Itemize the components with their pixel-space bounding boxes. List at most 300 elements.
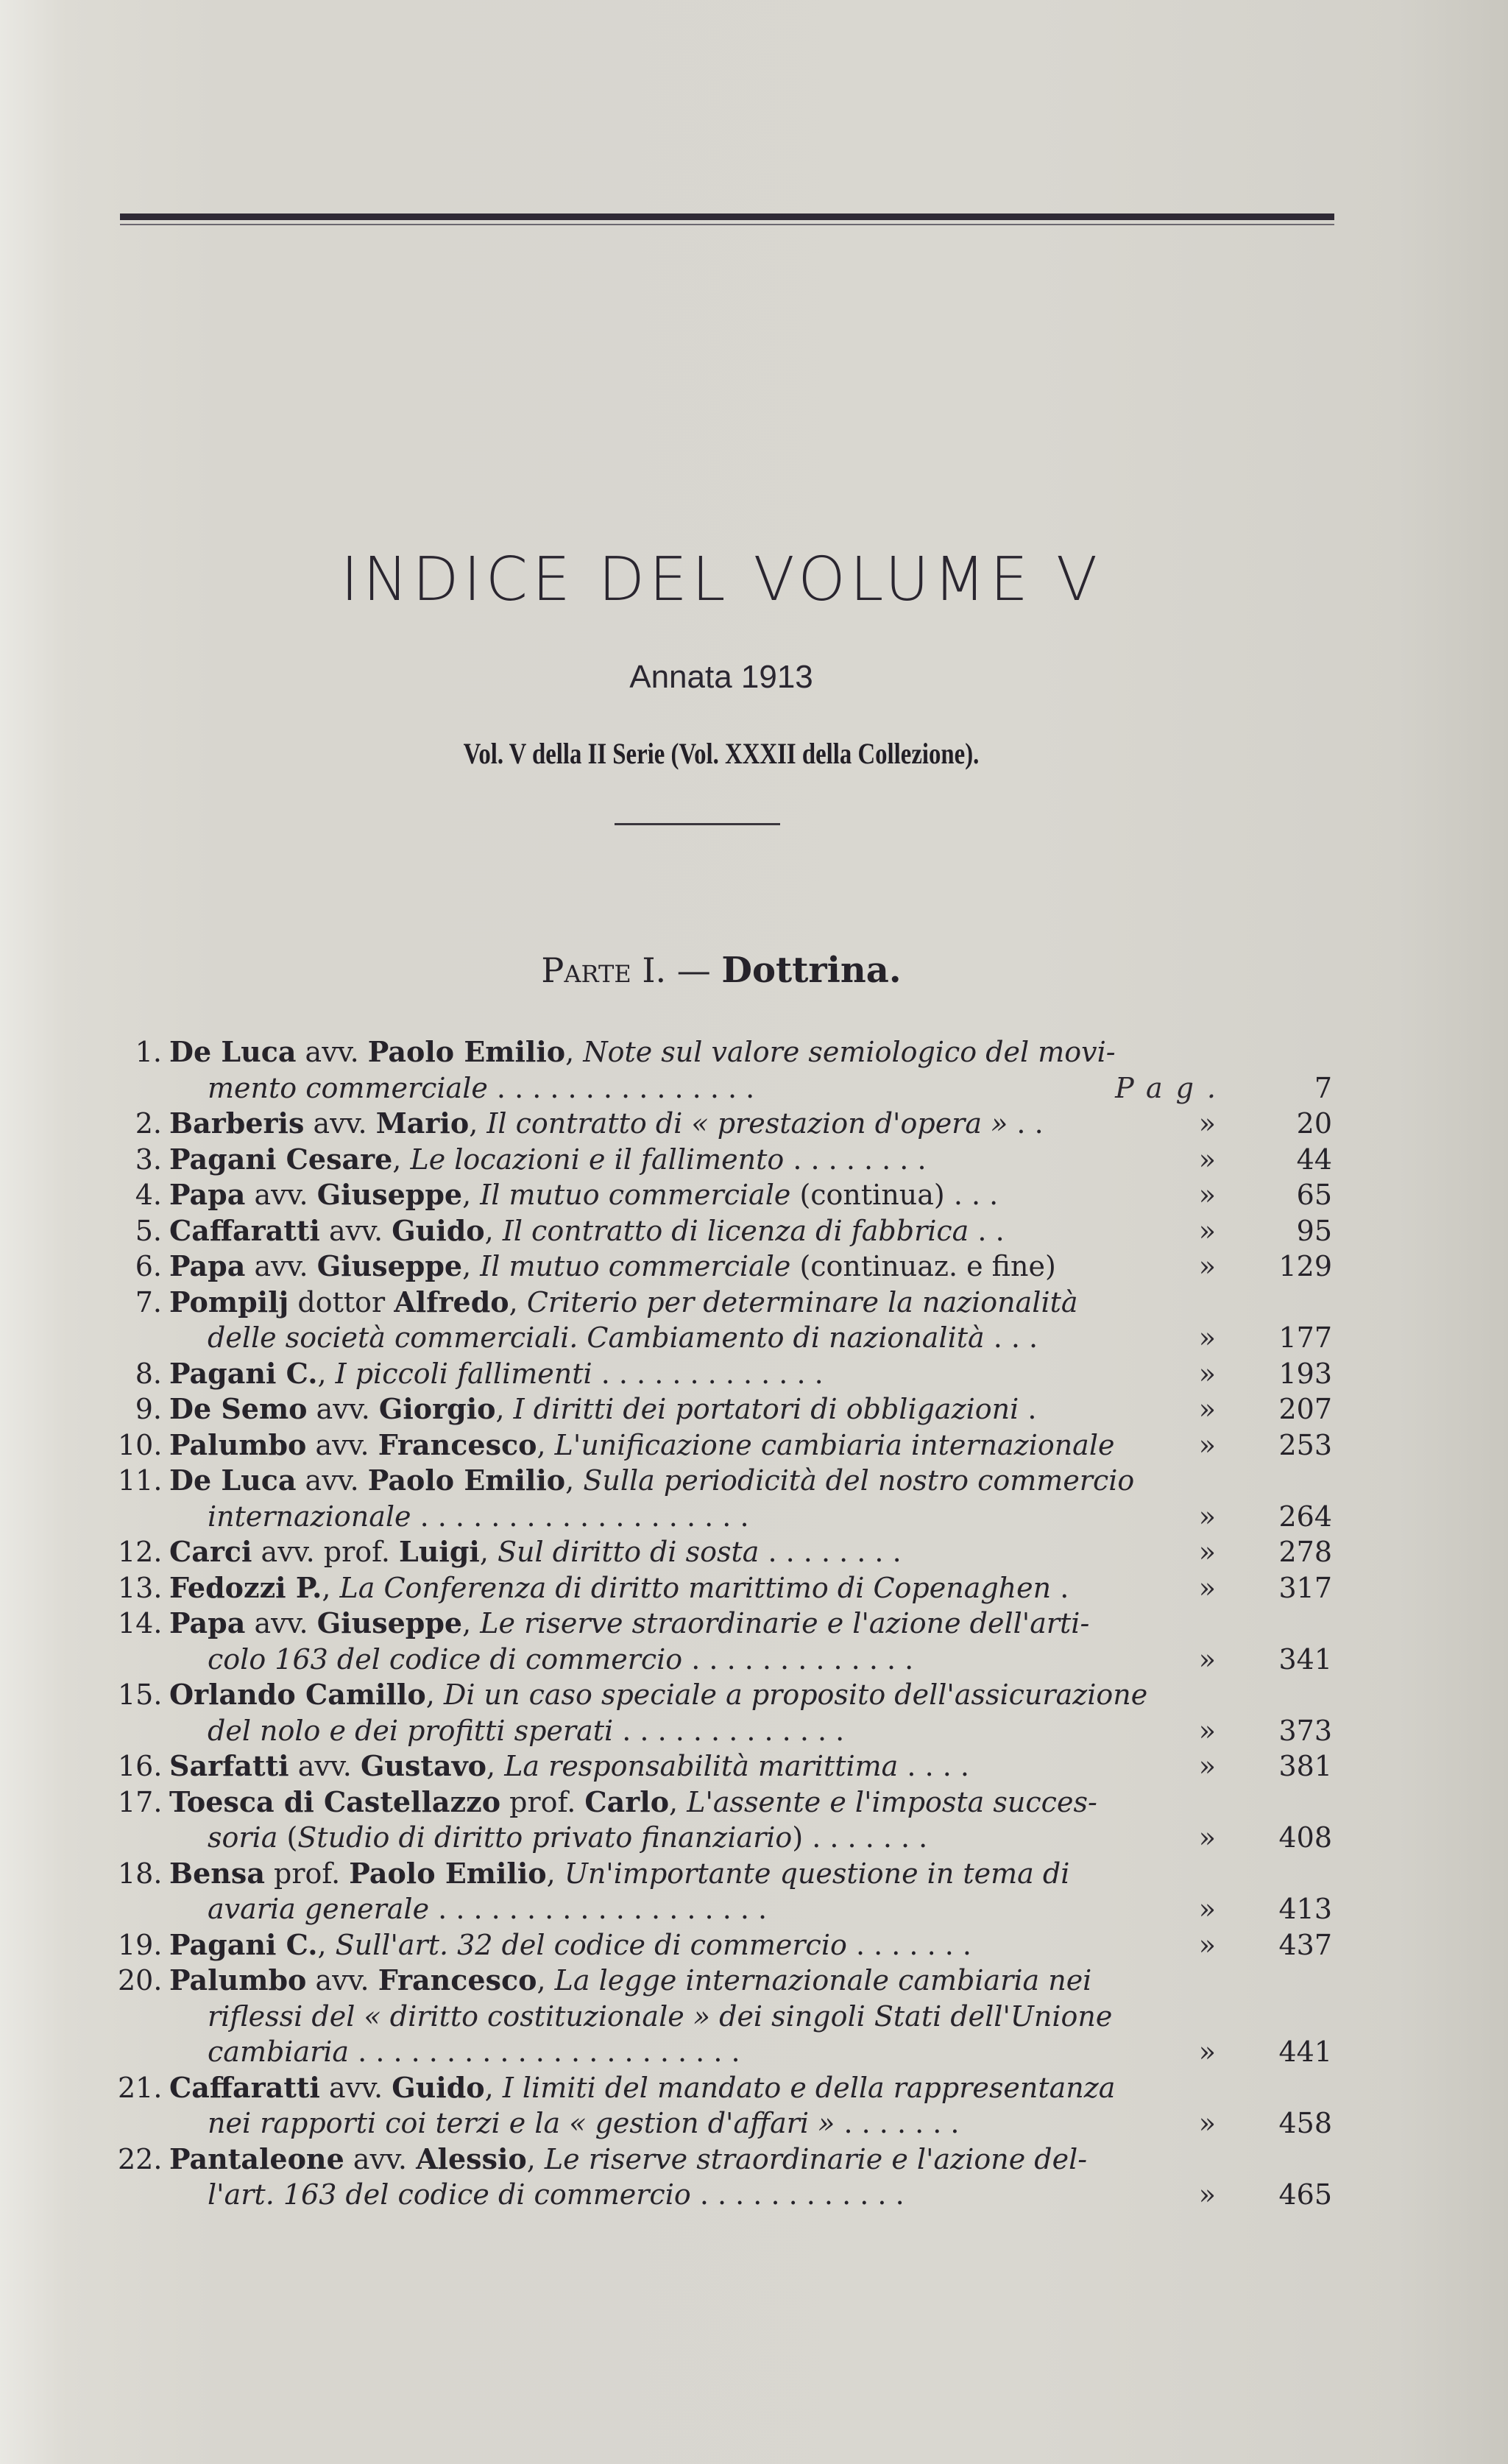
author-surname: Sarfatti <box>169 1749 289 1782</box>
entry-number: 14. <box>118 1607 163 1639</box>
separator: , <box>322 1571 340 1604</box>
author-surname: Caffaratti <box>169 1213 320 1247</box>
entry-text <box>208 1499 1229 1535</box>
author-surname: Pagani Cesare <box>169 1142 393 1176</box>
separator: , <box>546 1857 564 1890</box>
author-title: avv. prof. <box>252 1536 400 1568</box>
article-title: Sul diritto di sosta <box>498 1536 760 1568</box>
entry-number: 5. <box>135 1214 162 1247</box>
entry-number: 4. <box>135 1179 162 1211</box>
author-surname: Bensa <box>169 1856 265 1890</box>
entry-text <box>169 1748 1229 1785</box>
entry-text <box>169 2142 1229 2178</box>
separator: , <box>469 1107 487 1140</box>
entry-number: 12. <box>118 1536 163 1568</box>
page-marker: » <box>1198 1893 1229 1925</box>
author-given-name: Francesco <box>378 1427 537 1461</box>
toc-entry <box>118 1606 1332 1677</box>
dot-leader: . . . . . . . . . . . . . <box>613 1714 845 1747</box>
author-surname: Fedozzi P. <box>169 1570 322 1604</box>
separator: , <box>526 2142 545 2175</box>
dot-leader: . . . . . . . <box>803 1821 928 1854</box>
article-title: l'art. 163 del codice di commercio <box>208 2178 691 2211</box>
entry-text <box>208 1320 1229 1356</box>
entry-text <box>169 1463 1229 1499</box>
article-title: riflessi del « diritto costituzionale » dei singoli Stati dell'Unione <box>208 1999 1113 2033</box>
page-number: 20 <box>1296 1107 1332 1140</box>
author-title: avv. <box>306 1964 378 1997</box>
dot-leader: . <box>1051 1571 1069 1604</box>
entry-text <box>208 1999 1229 2035</box>
entry-number: 2. <box>135 1107 162 1140</box>
article-title: Studio di diritto privato finanziario <box>297 1821 793 1854</box>
toc-entry <box>118 1213 1332 1249</box>
toc-entry-line <box>118 1463 1332 1499</box>
entry-number: 20. <box>118 1964 163 1997</box>
toc-entry <box>118 1534 1332 1570</box>
page-number: 253 <box>1278 1428 1332 1461</box>
article-title: Il mutuo commerciale <box>480 1250 791 1282</box>
page-number: 341 <box>1278 1642 1332 1676</box>
entry-number: 7. <box>135 1285 162 1319</box>
author-surname: Barberis <box>169 1106 305 1140</box>
toc-entry <box>118 1106 1332 1142</box>
toc-entry-line <box>118 1499 1332 1535</box>
article-title: internazionale <box>208 1500 411 1533</box>
author-title: avv. <box>296 1464 368 1497</box>
entry-text <box>169 1213 1229 1249</box>
toc-entry-line <box>118 1713 1332 1749</box>
entry-text <box>208 1713 1229 1749</box>
entry-text <box>169 1142 1229 1178</box>
author-given-name: Guido <box>392 1213 485 1247</box>
page-marker: » <box>1198 1821 1229 1854</box>
section-part: Parte I. <box>541 950 667 990</box>
article-note: (continua) <box>790 1179 945 1211</box>
author-title: dottor <box>288 1285 394 1319</box>
page-title: INDICE DEL VOLUME V <box>340 545 1102 615</box>
series-subtitle: Vol. V della II Serie (Vol. XXXII della Collezione). <box>463 737 980 770</box>
page-number: 44 <box>1296 1143 1332 1176</box>
toc-entry-line <box>118 1391 1332 1427</box>
page-marker: » <box>1198 1179 1229 1211</box>
table-of-contents <box>118 1034 1332 2213</box>
toc-entry <box>118 1285 1332 1356</box>
toc-entry <box>118 1856 1332 1927</box>
article-title: Le locazioni e il fallimento <box>410 1143 785 1176</box>
article-note: (continuaz. e fine) <box>790 1250 1056 1282</box>
toc-entry-line <box>118 1285 1332 1321</box>
header-rule <box>120 213 1334 220</box>
author-given-name: Alessio <box>416 2142 527 2175</box>
author-given-name: Francesco <box>378 1963 537 1997</box>
page-marker: » <box>1198 2178 1229 2211</box>
entry-number: 8. <box>135 1357 162 1390</box>
article-title: Le riserve straordinarie e l'azione del- <box>544 2142 1088 2175</box>
author-surname: Carci <box>169 1535 252 1568</box>
page-marker: » <box>1198 1714 1229 1747</box>
page-marker: » <box>1198 1928 1229 1961</box>
toc-entry-line <box>118 1213 1332 1249</box>
toc-entry <box>118 1570 1332 1606</box>
entry-number: 3. <box>135 1143 162 1176</box>
author-given-name: Alfredo <box>394 1285 509 1319</box>
author-surname: Toesca di Castellazzo <box>169 1785 501 1818</box>
toc-entry-line <box>118 1249 1332 1285</box>
article-title: Di un caso speciale a proposito dell'assicurazione <box>443 1678 1148 1711</box>
author-surname: Papa <box>169 1178 246 1211</box>
entry-text <box>208 2034 1229 2070</box>
page-marker: Pag. <box>1115 1071 1229 1104</box>
page-number: 193 <box>1278 1357 1332 1390</box>
divider-rule <box>615 823 780 825</box>
page-marker: » <box>1198 1536 1229 1568</box>
separator: , <box>495 1393 514 1425</box>
entry-number: 13. <box>118 1571 163 1604</box>
article-title: Le riserve straordinarie e l'azione dell'arti- <box>480 1607 1090 1639</box>
entry-text <box>169 1177 1229 1213</box>
entry-number: 11. <box>118 1464 163 1497</box>
toc-entry-line <box>118 1606 1332 1642</box>
entry-text <box>208 1642 1229 1678</box>
dot-leader: . . . <box>944 1179 999 1211</box>
toc-entry <box>118 1748 1332 1785</box>
article-title: Il contratto di licenza di fabbrica <box>502 1214 969 1247</box>
entry-text <box>169 2070 1229 2106</box>
toc-entry-line <box>118 2142 1332 2178</box>
toc-entry-line <box>118 1106 1332 1142</box>
entry-text <box>169 1677 1229 1713</box>
header-rule-thin <box>120 224 1334 225</box>
page-number: 129 <box>1278 1250 1332 1282</box>
page-number: 381 <box>1278 1750 1332 1782</box>
toc-entry-line <box>118 1570 1332 1606</box>
entry-text <box>169 1391 1229 1427</box>
section-heading <box>0 950 1442 991</box>
entry-text <box>208 1820 1229 1856</box>
separator: , <box>462 1607 481 1639</box>
section-topic: Dottrina. <box>721 950 902 991</box>
dot-leader: . . <box>969 1214 1005 1247</box>
page-marker: » <box>1198 1357 1229 1390</box>
toc-entry-line <box>118 1427 1332 1464</box>
separator: , <box>537 1428 555 1461</box>
entry-text <box>208 1891 1229 1927</box>
entry-number: 6. <box>135 1250 162 1282</box>
article-title: I piccoli fallimenti <box>335 1357 592 1390</box>
entry-number: 19. <box>118 1928 163 1961</box>
dot-leader: . . . . <box>898 1750 969 1782</box>
page-marker: » <box>1198 2036 1229 2068</box>
page-number: 413 <box>1278 1893 1332 1925</box>
article-title: del nolo e dei profitti sperati <box>208 1714 614 1747</box>
article-title: Note sul valore semiologico del movi- <box>583 1036 1116 1068</box>
page-marker: » <box>1198 1500 1229 1533</box>
dot-leader: . <box>1019 1393 1037 1425</box>
author-surname: Pantaleone <box>169 2142 344 2175</box>
page-number: 441 <box>1278 2036 1332 2068</box>
entry-text <box>169 1927 1229 1963</box>
toc-entry <box>118 1142 1332 1178</box>
toc-entry-line <box>118 1534 1332 1570</box>
dot-leader: . . . . . . . . . . . . <box>690 2178 905 2211</box>
page-marker: » <box>1198 1321 1229 1354</box>
toc-entry <box>118 1463 1332 1534</box>
separator: , <box>565 1464 584 1497</box>
dot-leader: . . . . . . . . <box>784 1143 927 1176</box>
toc-entry-line <box>118 1356 1332 1392</box>
article-title: cambiaria <box>208 2036 350 2068</box>
dot-leader: . . <box>1008 1107 1044 1140</box>
page-marker: » <box>1198 1214 1229 1247</box>
author-given-name: Carlo <box>584 1785 670 1818</box>
article-title: Sull'art. 32 del codice di commercio <box>335 1928 847 1961</box>
author-given-name: Mario <box>375 1106 470 1140</box>
entry-text <box>169 1427 1229 1464</box>
author-given-name: Giuseppe <box>316 1249 463 1282</box>
page-number: 373 <box>1278 1714 1332 1747</box>
dot-leader: . . . . . . . . . . . . . . . <box>487 1071 755 1104</box>
toc-entry-line <box>118 1748 1332 1785</box>
page-number: 408 <box>1278 1821 1332 1854</box>
author-surname: De Luca <box>169 1035 297 1068</box>
entry-number: 22. <box>118 2142 163 2175</box>
author-title: avv. <box>307 1393 379 1425</box>
author-surname: De Luca <box>169 1464 297 1497</box>
separator: , <box>484 1214 503 1247</box>
article-title: Il mutuo commerciale <box>480 1179 791 1211</box>
page-number: 207 <box>1278 1393 1332 1425</box>
toc-entry-line <box>118 1320 1332 1356</box>
author-given-name: Gustavo <box>360 1749 487 1782</box>
author-given-name: Giorgio <box>378 1392 496 1425</box>
author-title: avv. <box>245 1607 317 1639</box>
separator: , <box>484 2071 503 2104</box>
toc-entry-line <box>118 2105 1332 2142</box>
author-surname: Papa <box>169 1606 246 1639</box>
entry-number: 9. <box>135 1393 162 1425</box>
page-number: 278 <box>1278 1536 1332 1568</box>
dot-leader: . . . <box>984 1321 1038 1354</box>
entry-number: 21. <box>118 2071 163 2104</box>
toc-entry-line <box>118 1034 1332 1070</box>
article-title: Criterio per determinare la nazionalità <box>526 1285 1078 1319</box>
page-number: 7 <box>1314 1071 1332 1104</box>
author-surname: Caffaratti <box>169 2070 320 2104</box>
separator: , <box>317 1357 336 1390</box>
toc-entry <box>118 2070 1332 2142</box>
article-title: mento commerciale <box>208 1071 488 1104</box>
dot-leader: . . . . . . . . . . . . . <box>682 1642 914 1676</box>
page-marker: » <box>1198 1428 1229 1461</box>
page-number: 95 <box>1296 1214 1332 1247</box>
toc-entry <box>118 1785 1332 1856</box>
toc-entry <box>118 1177 1332 1213</box>
article-note: ( <box>277 1821 298 1854</box>
article-title: Un'importante questione in tema di <box>564 1857 1070 1890</box>
dot-leader: . . . . . . . <box>846 1928 971 1961</box>
article-title: La legge internazionale cambiaria nei <box>554 1964 1092 1997</box>
toc-entry-line <box>118 1785 1332 1821</box>
entry-text <box>169 1106 1229 1142</box>
separator: , <box>509 1285 527 1319</box>
dot-leader: . . . . . . . <box>835 2107 960 2139</box>
author-title: prof. <box>500 1785 585 1818</box>
entry-text <box>208 2177 1229 2213</box>
toc-entry-line <box>118 1891 1332 1927</box>
toc-entry-line <box>118 2177 1332 2213</box>
toc-entry-line <box>118 2070 1332 2106</box>
author-title: prof. <box>264 1857 350 1890</box>
article-title: I diritti dei portatori di obbligazioni <box>513 1393 1019 1425</box>
entry-text <box>169 1963 1229 1999</box>
entry-text <box>169 1785 1229 1821</box>
author-given-name: Giuseppe <box>316 1606 463 1639</box>
article-title: delle società commerciali. Cambiamento di nazionalità <box>208 1321 985 1354</box>
article-title: L'unificazione cambiaria internazionale <box>554 1428 1115 1461</box>
page-marker: » <box>1198 1393 1229 1425</box>
entry-text <box>169 1285 1229 1321</box>
author-surname: Pompilj <box>169 1285 289 1319</box>
toc-entry-line <box>118 1142 1332 1178</box>
toc-entry-line <box>118 1177 1332 1213</box>
page-number: 264 <box>1278 1500 1332 1533</box>
article-title: I limiti del mandato e della rappresentanza <box>502 2071 1116 2104</box>
author-title: avv. <box>288 1750 361 1782</box>
entry-text <box>208 1070 1229 1106</box>
page-number: 437 <box>1278 1928 1332 1961</box>
toc-entry-line <box>118 1820 1332 1856</box>
toc-entry <box>118 2142 1332 2213</box>
entry-text <box>169 1034 1229 1070</box>
article-title: avaria generale <box>208 1893 430 1925</box>
article-title: soria <box>208 1821 278 1854</box>
article-title: Sulla periodicità del nostro commercio <box>583 1464 1135 1497</box>
separator: , <box>537 1964 555 1997</box>
toc-entry-line <box>118 1856 1332 1892</box>
toc-entry <box>118 1677 1332 1748</box>
separator: , <box>392 1143 411 1176</box>
entry-text <box>169 1570 1229 1606</box>
toc-entry <box>118 1249 1332 1285</box>
author-title: avv. <box>304 1107 376 1140</box>
page-marker: » <box>1198 2107 1229 2139</box>
author-given-name: Giuseppe <box>316 1178 463 1211</box>
article-title: nei rapporti coi terzi e la « gestion d'affari » <box>208 2107 835 2139</box>
dot-leader: . . . . . . . . . . . . . . . . . . . <box>411 1500 749 1533</box>
article-title: Il contratto di « prestazion d'opera » <box>486 1107 1008 1140</box>
author-surname: Pagani C. <box>169 1927 318 1961</box>
toc-entry <box>118 1427 1332 1464</box>
page-number: 317 <box>1278 1571 1332 1604</box>
separator: , <box>479 1536 498 1568</box>
author-title: avv. <box>245 1250 317 1282</box>
author-title: avv. <box>344 2142 417 2175</box>
author-surname: Orlando Camillo <box>169 1678 426 1711</box>
page-number: 65 <box>1296 1179 1332 1211</box>
toc-entry-line <box>118 1999 1332 2035</box>
page-number: 458 <box>1278 2107 1332 2139</box>
author-given-name: Paolo Emilio <box>367 1464 566 1497</box>
toc-entry-line <box>118 2034 1332 2070</box>
author-title: avv. <box>306 1428 378 1461</box>
separator: , <box>462 1179 481 1211</box>
author-title: avv. <box>319 2071 392 2104</box>
entry-text <box>169 1534 1229 1570</box>
entry-number: 17. <box>118 1785 163 1818</box>
page-number: 177 <box>1278 1321 1332 1354</box>
entry-number: 1. <box>135 1036 162 1068</box>
author-surname: De Semo <box>169 1392 308 1425</box>
author-surname: Pagani C. <box>169 1356 318 1390</box>
toc-entry <box>118 1963 1332 2070</box>
author-given-name: Paolo Emilio <box>367 1035 566 1068</box>
toc-entry <box>118 1034 1332 1106</box>
author-given-name: Paolo Emilio <box>349 1856 547 1890</box>
article-title: La responsabilità marittima <box>504 1750 899 1782</box>
year-subtitle: Annata 1913 <box>629 659 813 695</box>
entry-number: 10. <box>118 1428 163 1461</box>
toc-entry <box>118 1391 1332 1427</box>
author-given-name: Guido <box>392 2070 485 2104</box>
dot-leader: . . . . . . . . . . . . . <box>592 1357 824 1390</box>
toc-entry <box>118 1356 1332 1392</box>
section-dash: — <box>676 950 711 990</box>
author-title: avv. <box>245 1179 317 1211</box>
article-title: La Conferenza di diritto marittimo di Copenaghen <box>339 1571 1052 1604</box>
article-note: ) <box>792 1821 804 1854</box>
page-marker: » <box>1198 1750 1229 1782</box>
separator: , <box>486 1750 505 1782</box>
author-title: avv. <box>319 1214 392 1247</box>
entry-number: 18. <box>118 1857 163 1890</box>
page-marker: » <box>1198 1642 1229 1676</box>
entry-text <box>169 1606 1229 1642</box>
author-surname: Palumbo <box>169 1963 307 1997</box>
toc-entry-line <box>118 1677 1332 1713</box>
article-title: L'assente e l'imposta succes- <box>687 1785 1097 1818</box>
toc-entry <box>118 1927 1332 1963</box>
author-surname: Papa <box>169 1249 246 1282</box>
author-surname: Palumbo <box>169 1427 307 1461</box>
toc-entry-line <box>118 1963 1332 1999</box>
entry-text <box>169 1249 1229 1285</box>
separator: , <box>669 1785 687 1818</box>
separator: , <box>462 1250 481 1282</box>
author-given-name: Luigi <box>399 1535 480 1568</box>
page-marker: » <box>1198 1571 1229 1604</box>
entry-number: 15. <box>118 1678 163 1711</box>
article-title: colo 163 del codice di commercio <box>208 1642 683 1676</box>
dot-leader: . . . . . . . . . . . . . . . . . . . <box>429 1893 768 1925</box>
dot-leader: . . . . . . . . . . . . . . . . . . . . . . <box>349 2036 740 2068</box>
toc-entry-line <box>118 1070 1332 1106</box>
entry-text <box>169 1856 1229 1892</box>
page-marker: » <box>1198 1250 1229 1282</box>
entry-text <box>208 2105 1229 2142</box>
separator: , <box>565 1036 584 1068</box>
entry-number: 16. <box>118 1750 163 1782</box>
author-title: avv. <box>296 1036 368 1068</box>
entry-text <box>169 1356 1229 1392</box>
toc-entry-line <box>118 1642 1332 1678</box>
dot-leader: . . . . . . . . <box>759 1536 902 1568</box>
page-number: 465 <box>1278 2178 1332 2211</box>
separator: , <box>317 1928 336 1961</box>
page-marker: » <box>1198 1107 1229 1140</box>
separator: , <box>425 1678 444 1711</box>
page-marker: » <box>1198 1143 1229 1176</box>
